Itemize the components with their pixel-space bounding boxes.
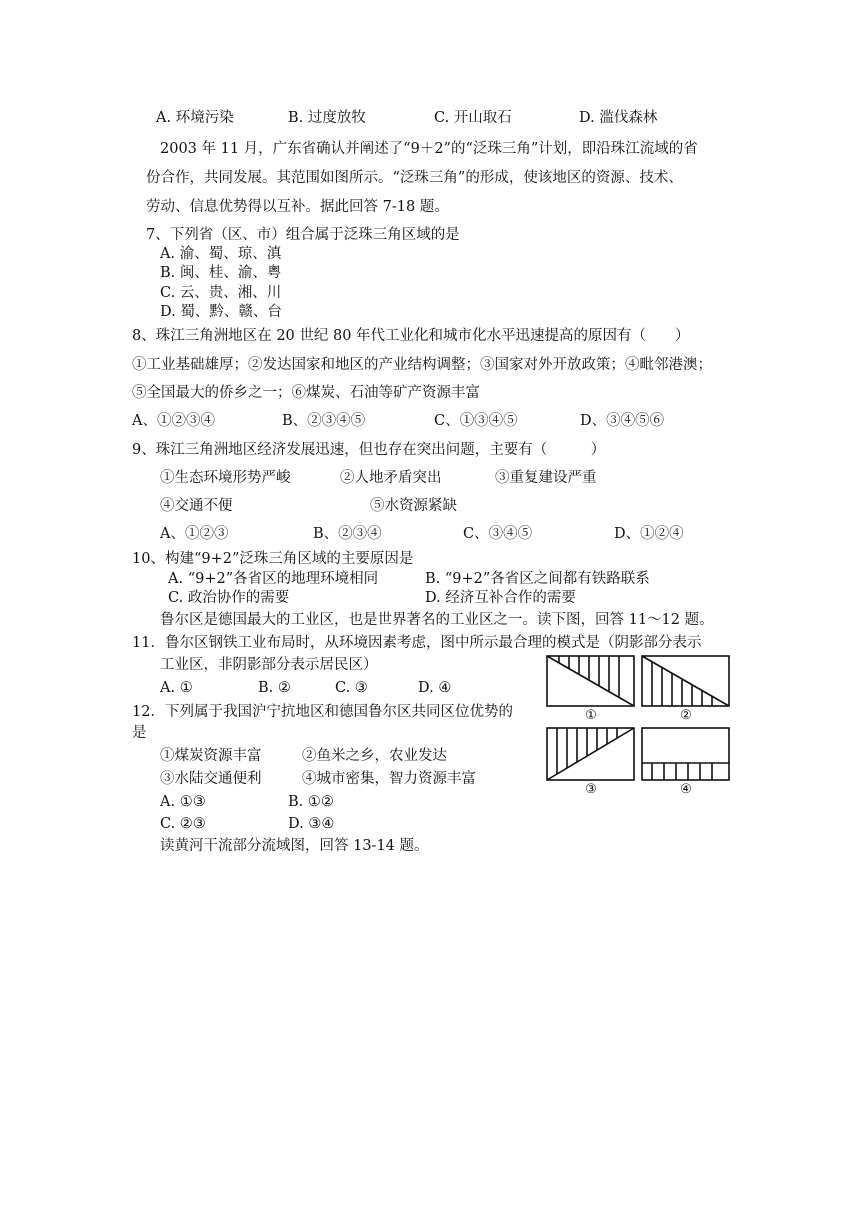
ruhr-layout-svg [545,654,735,804]
q12-item-4: ④城市密集，智力资源丰富 [302,771,476,787]
q6-option-a: A. 环境污染 [156,110,234,126]
q6-option-c: C. 开山取石 [434,110,512,126]
q9-item-2: ②人地矛盾突出 [340,470,442,486]
q9-option-d: D、①②④ [614,526,684,542]
q12-option-d: D. ③④ [288,816,335,832]
q8-option-d: D、③④⑤⑥ [580,413,665,429]
huanghe-passage: 读黄河干流部分流域图，回答 13-14 题。 [160,838,429,854]
q12-item-3: ③水陆交通便利 [160,771,262,787]
layout-panel-3 [547,728,634,780]
q12-option-b: B. ①② [288,794,334,810]
q8-option-b: B、②③④⑤ [282,413,366,429]
q9-item-1: ①生态环境形势严峻 [160,470,291,486]
passage-line-1: 2003 年 11 月，广东省确认并阐述了“9＋2”的“泛珠三角”计划，即沿珠江流域的省 [160,141,698,157]
q12-stem-1: 12．下列属于我国沪宁抗地区和德国鲁尔区共同区位优势的 [132,704,513,720]
q6-option-d: D. 滥伐森林 [579,110,658,126]
q7-option-b: B. 闽、桂、渝、粤 [160,265,282,281]
q9-option-b: B、②③④ [313,526,382,542]
q7-stem: 7、下列省（区、市）组合属于泛珠三角区域的是 [146,227,460,243]
q9-item-5: ⑤水资源紧缺 [370,498,457,514]
layout-panel-1 [547,656,634,706]
q7-option-c: C. 云、贵、湘、川 [160,285,282,301]
q11-option-c: C. ③ [335,680,368,696]
q12-option-c: C. ②③ [160,816,206,832]
q9-option-a: A、①②③ [160,526,229,542]
q6-option-b: B. 过度放牧 [288,110,366,126]
figure-label-1: ① [585,708,597,723]
figure-label-3: ③ [585,782,597,797]
q12-item-1: ①煤炭资源丰富 [160,748,262,764]
q11-stem-1: 11．鲁尔区钢铁工业布局时，从环境因素考虑，图中所示最合理的模式是（阴影部分表示 [132,635,702,651]
q11-option-a: A. ① [160,680,193,696]
q12-item-2: ②鱼米之乡，农业发达 [302,748,447,764]
layout-panel-2 [642,656,729,706]
q12-option-a: A. ①③ [160,794,206,810]
q10-stem: 10、构建“9+2”泛珠三角区域的主要原因是 [132,551,414,567]
q12-stem-2: 是 [132,725,147,741]
q10-option-b: B. “9+2”各省区之间都有铁路联系 [425,571,650,587]
ruhr-passage: 鲁尔区是德国最大的工业区，也是世界著名的工业区之一。读下图，回答 11～12 题。 [160,612,714,628]
q10-option-c: C. 政治协作的需要 [168,590,290,606]
q11-option-d: D. ④ [418,680,452,696]
figure-label-4: ④ [680,782,692,797]
q8-line-3: ⑤全国最大的侨乡之一；⑥煤炭、石油等矿产资源丰富 [132,385,480,401]
q11-option-b: B. ② [258,680,291,696]
q8-option-a: A、①②③④ [132,413,215,429]
q8-stem: 8、珠江三角洲地区在 20 世纪 80 年代工业化和城市化水平迅速提高的原因有（ ） [132,328,690,344]
q8-line-2: ①工业基础雄厚；②发达国家和地区的产业结构调整；③国家对外开放政策；④毗邻港澳； [132,357,712,373]
q9-stem: 9、珠江三角洲地区经济发展迅速，但也存在突出问题，主要有（ ） [132,442,606,458]
q7-option-d: D. 蜀、黔、赣、台 [160,304,282,320]
q9-item-3: ③重复建设严重 [495,470,597,486]
figure-label-2: ② [680,708,692,723]
q7-option-a: A. 渝、蜀、琼、滇 [160,246,282,262]
q9-item-4: ④交通不便 [160,498,233,514]
q9-option-c: C、③④⑤ [463,526,533,542]
q11-stem-2: 工业区，非阴影部分表示居民区） [160,657,378,673]
passage-line-3: 劳动、信息优势得以互补。据此回答 7-18 题。 [146,199,449,215]
q10-option-d: D. 经济互补合作的需要 [425,590,576,606]
q10-option-a: A. “9+2”各省区的地理环境相同 [168,571,379,587]
ruhr-layout-figure [545,654,735,804]
q8-option-c: C、①③④⑤ [434,413,518,429]
layout-panel-4 [642,728,729,780]
passage-line-2: 份合作，共同发展。其范围如图所示。“泛珠三角”的形成，使该地区的资源、技术、 [146,170,683,186]
